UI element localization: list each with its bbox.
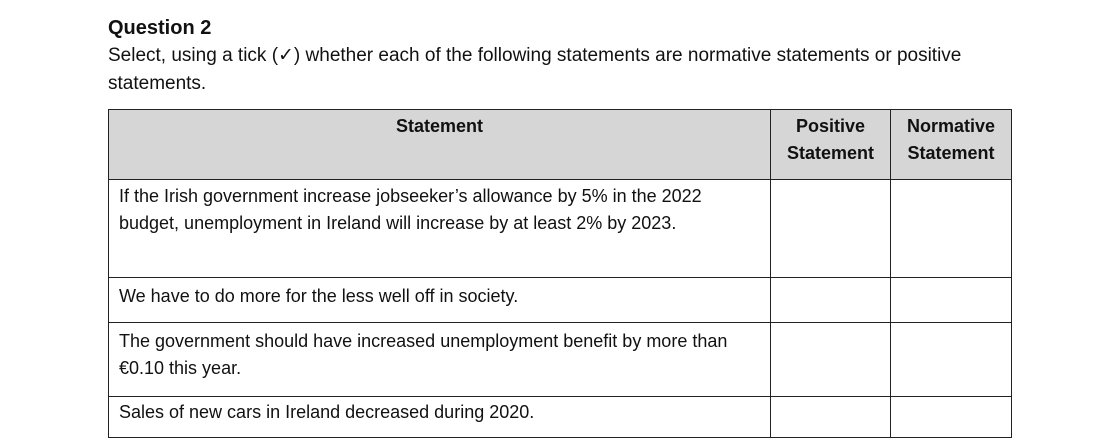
table-row bbox=[109, 323, 1012, 397]
positive-tick-cell[interactable] bbox=[771, 278, 891, 323]
question-instruction: Select, using a tick (✓) whether each of the following statements are normative statements or positive statements. bbox=[108, 45, 962, 94]
positive-tick-cell[interactable] bbox=[771, 323, 891, 397]
positive-tick-cell[interactable] bbox=[771, 180, 891, 278]
statement-cell: The government should have increased unemployment benefit by more than €0.10 this year. bbox=[109, 323, 771, 397]
positive-column-header: Positive Statement bbox=[771, 110, 891, 180]
statement-cell: If the Irish government increase jobseeker’s allowance by 5% in the 2022 budget, unemployment in Ireland will increase by at least 2% by 2023. bbox=[109, 180, 771, 278]
statement-cell: Sales of new cars in Ireland decreased during 2020. bbox=[109, 397, 771, 438]
positive-tick-cell[interactable] bbox=[771, 397, 891, 438]
normative-tick-cell[interactable] bbox=[891, 180, 1012, 278]
normative-column-header: Normative Statement bbox=[891, 110, 1012, 180]
normative-tick-cell[interactable] bbox=[891, 323, 1012, 397]
table-header-row bbox=[109, 110, 1012, 180]
table-row bbox=[109, 397, 1012, 438]
statement-column-header: Statement bbox=[109, 110, 771, 180]
statements-table bbox=[108, 109, 1012, 438]
normative-tick-cell[interactable] bbox=[891, 397, 1012, 438]
normative-tick-cell[interactable] bbox=[891, 278, 1012, 323]
question-title: Question 2 bbox=[108, 17, 212, 39]
table-row bbox=[109, 180, 1012, 278]
table-row bbox=[109, 278, 1012, 323]
statement-cell: We have to do more for the less well off in society. bbox=[109, 278, 771, 323]
